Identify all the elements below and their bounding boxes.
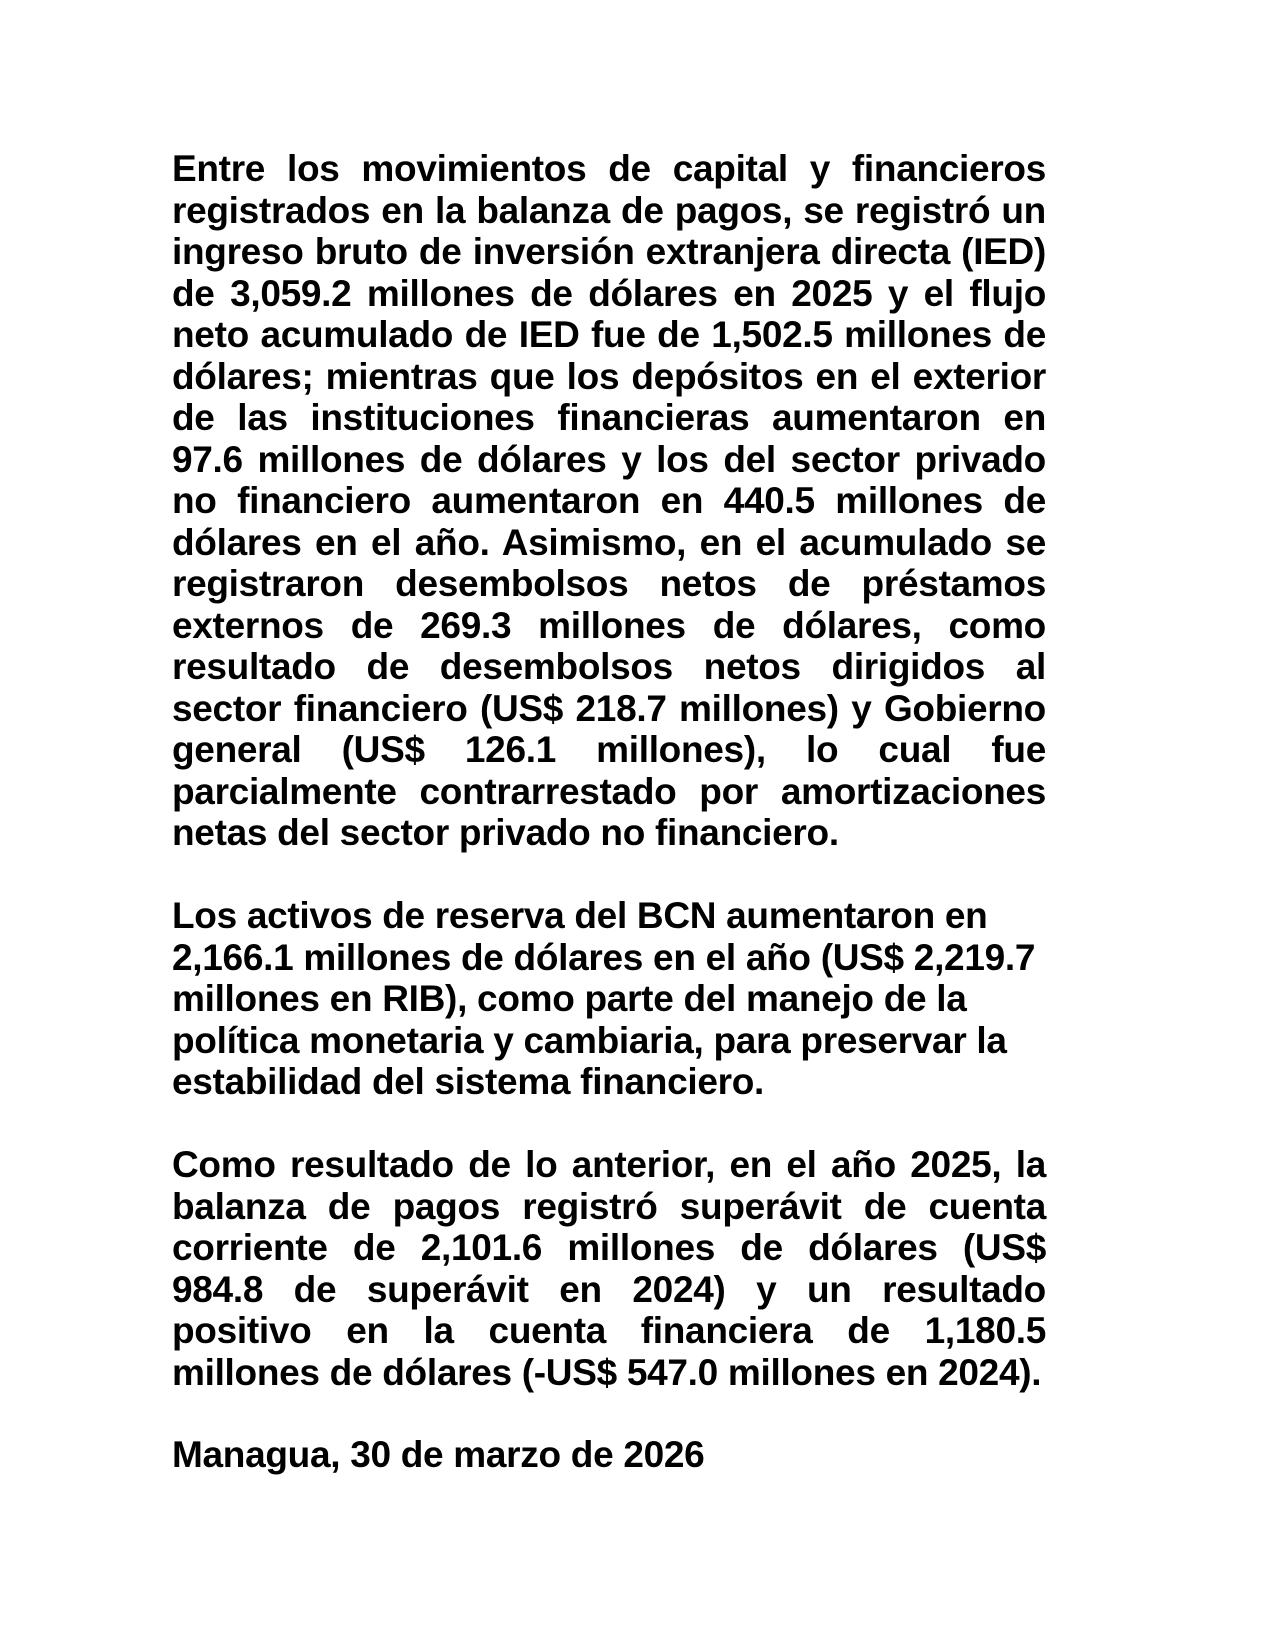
paragraph-spacer	[172, 1393, 1046, 1434]
paragraph-balance-of-payments-result: Como resultado de lo anterior, en el año 2025, la balanza de pagos registró superávit de cuenta corriente de 2,101.6 millones de dólares (US$ 984.8 de superávit en 2024) y un resultado positivo en la cuenta financiera de 1,180.5 millones de dólares (-US$ 547.0 millones en 2024).	[172, 1144, 1046, 1393]
paragraph-spacer	[172, 854, 1046, 896]
paragraph-reserve-assets: Los activos de reserva del BCN aumentaron en 2,166.1 millones de dólares en el año (US$ 2,219.7 millones en RIB), como parte del manejo de la política monetaria y cambiaria, para preservar la estabilidad del sistema financiero.	[172, 895, 1036, 1102]
paragraph-spacer	[172, 1103, 1046, 1145]
document-body	[172, 148, 1046, 1476]
paragraph-capital-financial-movements: Entre los movimientos de capital y financieros registrados en la balanza de pagos, se registró un ingreso bruto de inversión extranjera directa (IED) de 3,059.2 millones de dólares en 2025 y el flujo neto acumulado de IED fue de 1,502.5 millones de dólares; mientras que los depósitos en el exterior de las instituciones financieras aumentaron en 97.6 millones de dólares y los del sector privado no financiero aumentaron en 440.5 millones de dólares en el año. Asimismo, en el acumulado se registraron desembolsos netos de préstamos externos de 269.3 millones de dólares, como resultado de desembolsos netos dirigidos al sector financiero (US$ 218.7 millones) y Gobierno general (US$ 126.1 millones), lo cual fue parcialmente contrarrestado por amortizaciones netas del sector privado no financiero.	[172, 148, 1046, 853]
place-and-date-line: Managua, 30 de marzo de 2026	[172, 1434, 705, 1475]
